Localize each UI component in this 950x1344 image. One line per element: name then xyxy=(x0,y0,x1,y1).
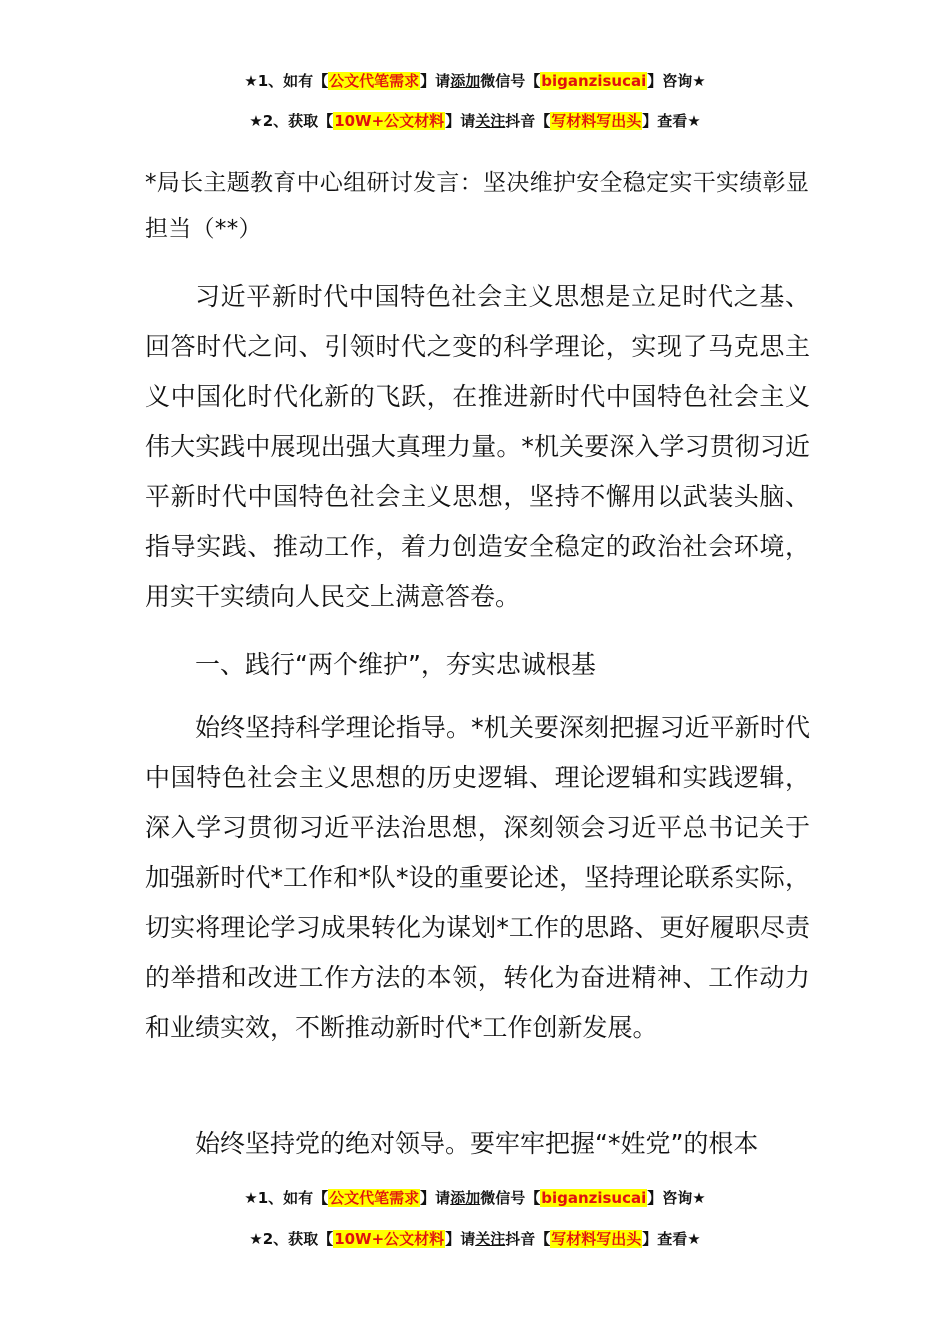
banner-highlight: 10W+公文材料 xyxy=(334,112,445,130)
paragraph-theory-guidance: 始终坚持科学理论指导。*机关要深刻把握习近平新时代中国特色社会主义思想的历史逻辑、理论逻辑和实践逻辑，深入学习贯彻习近平法治思想，深刻领会习近平总书记关于加强新时代*工作和*队*设的重要论述，坚持理论联系实际，切实将理论学习成果转化为谋划*工作的思路、更好履职尽责的举措和改进工作方法的本领，转化为奋进精神、工作动力和业绩实效，不断推动新时代*工作创新发展。 xyxy=(145,713,810,1042)
banner-text: ★2、获取【 xyxy=(249,1230,334,1248)
section-heading-1: 一、践行“两个维护”，夯实忠诚根基 xyxy=(195,650,596,679)
banner-text: 】请 xyxy=(445,112,476,130)
banner-underline: 关注 xyxy=(475,1230,506,1248)
banner-text: 微信号【 xyxy=(480,72,541,90)
banner-text: ★1、如有【 xyxy=(244,72,329,90)
paragraph-party-leadership: 始终坚持党的绝对领导。要牢牢把握“*姓党”的根本 xyxy=(195,1129,759,1158)
banner-underline: 添加 xyxy=(450,1189,481,1207)
banner-highlight: 公文代笔需求 xyxy=(329,72,420,90)
header-banner-line-1 xyxy=(0,70,950,92)
banner-highlight: biganzisucai xyxy=(541,1189,647,1207)
paragraph-intro: 习近平新时代中国特色社会主义思想是立足时代之基、回答时代之问、引领时代之变的科学理论，实现了马克思主义中国化时代化新的飞跃，在推进新时代中国特色社会主义伟大实践中展现出强大真理力量。*机关要深入学习贯彻习近平新时代中国特色社会主义思想，坚持不懈用以武装头脑、指导实践、推动工作，着力创造安全稳定的政治社会环境，用实干实绩向人民交上满意答卷。 xyxy=(145,282,810,611)
footer-banner-line-1 xyxy=(0,1187,950,1209)
banner-text: ★2、获取【 xyxy=(249,112,334,130)
banner-text: 微信号【 xyxy=(480,1189,541,1207)
banner-highlight: 10W+公文材料 xyxy=(334,1230,445,1248)
banner-text: 】查看★ xyxy=(642,112,701,130)
document-title: *局长主题教育中心组研讨发言：坚决维护安全稳定实干实绩彰显担当（**） xyxy=(145,170,810,242)
banner-text: 】请 xyxy=(420,72,451,90)
banner-highlight: 写材料写出头 xyxy=(551,112,642,130)
banner-text: 】咨询★ xyxy=(647,1189,706,1207)
banner-highlight: 写材料写出头 xyxy=(551,1230,642,1248)
banner-highlight: biganzisucai xyxy=(541,72,647,90)
banner-text: ★1、如有【 xyxy=(244,1189,329,1207)
banner-underline: 关注 xyxy=(475,112,506,130)
footer-banner-line-2 xyxy=(0,1228,950,1250)
banner-text: 抖音【 xyxy=(505,1230,551,1248)
banner-text: 】咨询★ xyxy=(647,72,706,90)
header-banner-line-2 xyxy=(0,110,950,132)
banner-text: 】查看★ xyxy=(642,1230,701,1248)
banner-text: 抖音【 xyxy=(505,112,551,130)
banner-highlight: 公文代笔需求 xyxy=(329,1189,420,1207)
banner-underline: 添加 xyxy=(450,72,481,90)
banner-text: 】请 xyxy=(445,1230,476,1248)
banner-text: 】请 xyxy=(420,1189,451,1207)
